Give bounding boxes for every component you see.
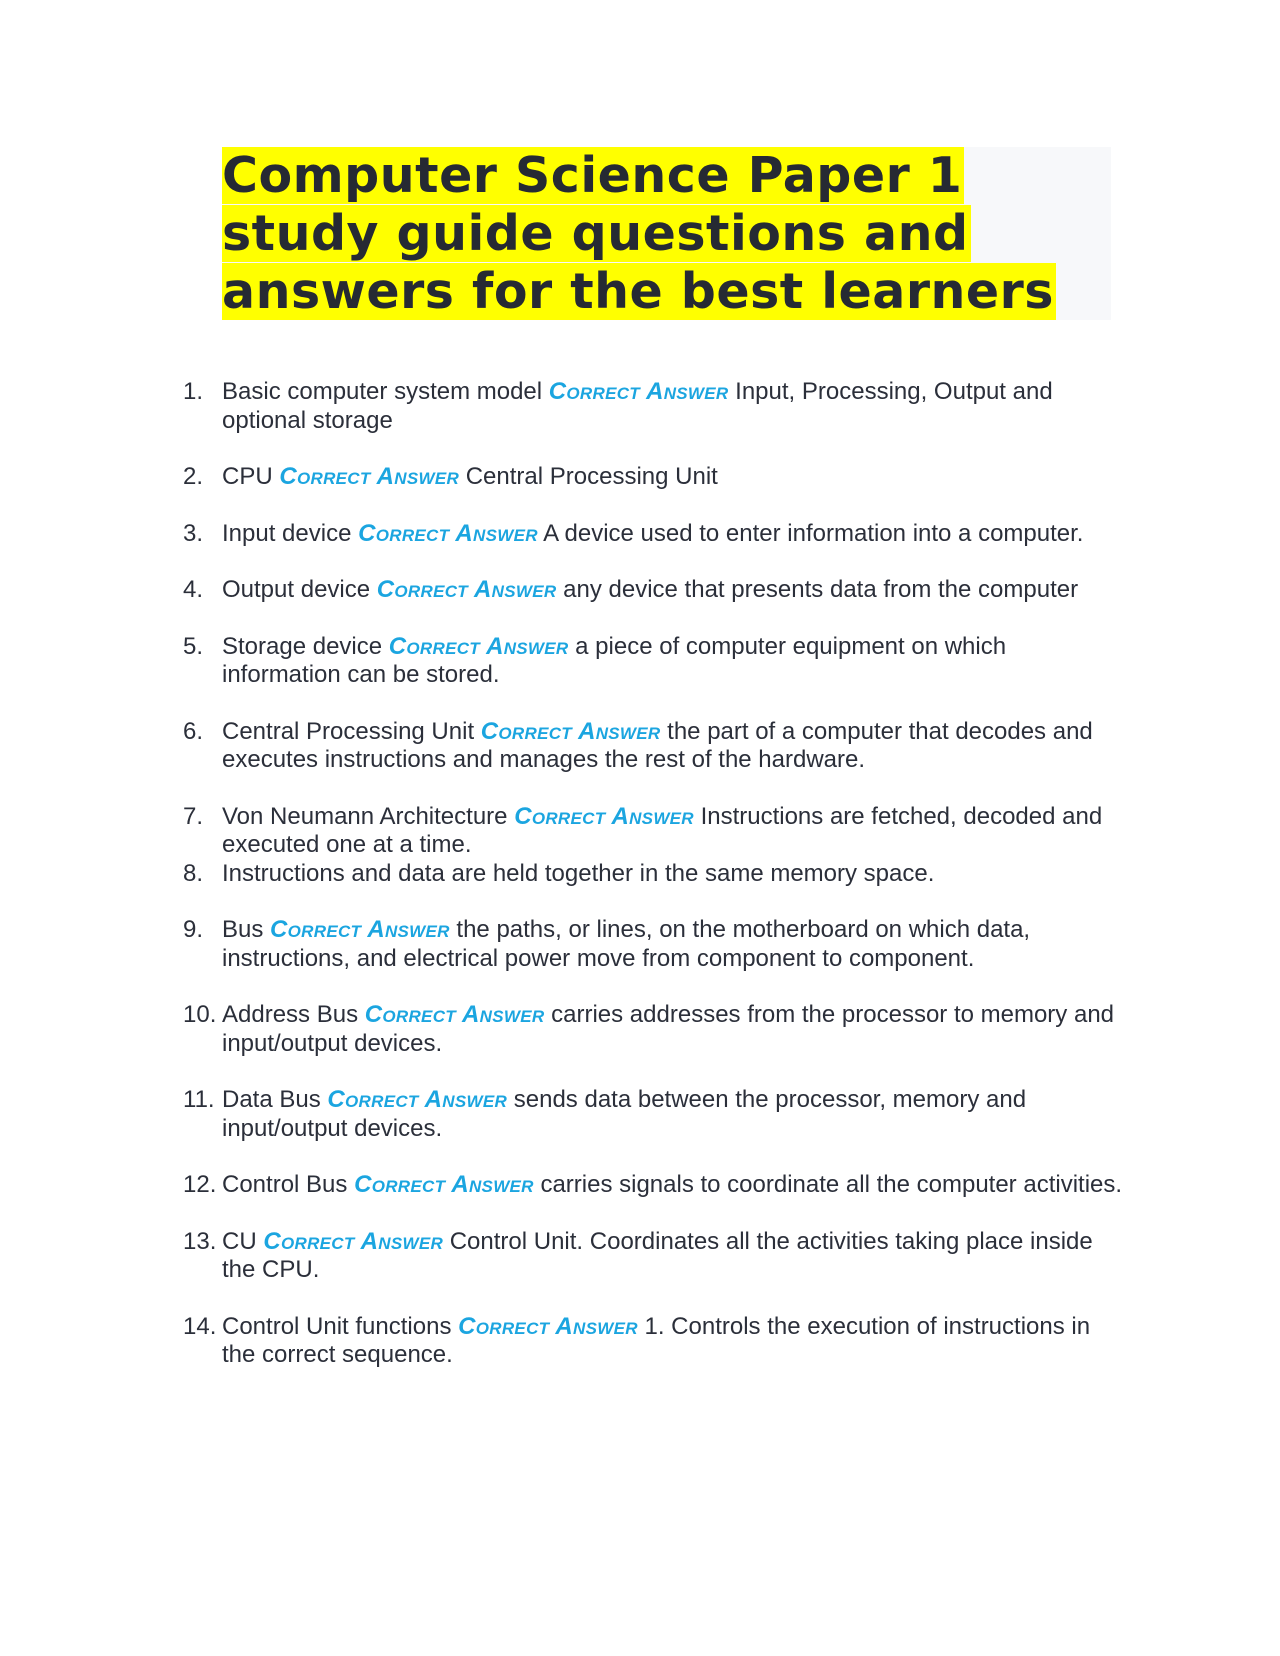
answer-text: sends data between the processor, memory and input/output devices. [222,1086,1027,1142]
correct-answer-label: Correct Answer [388,632,569,660]
qa-list [183,378,1123,1398]
item-number: 13. [183,1227,217,1255]
item-number: 3. [183,519,204,547]
question-term: Control Bus [222,1171,348,1198]
item-body [222,1001,1114,1057]
answer-text: 1. Controls the execution of instructions in the correct sequence. [222,1312,1091,1368]
list-item [183,1228,1123,1285]
list-item [183,633,1123,690]
list-item [183,463,1123,492]
title-line: answers for the best learners [222,263,1054,320]
item-body [222,1313,1090,1369]
list-item [183,520,1123,549]
list-item [183,1171,1123,1200]
item-number: 14. [183,1312,217,1340]
answer-text: carries signals to coordinate all the computer activities. [540,1171,1123,1198]
list-item [183,1086,1123,1143]
item-number: 6. [183,717,204,745]
item-number: 11. [183,1086,215,1113]
list-item [183,916,1123,973]
item-body [222,1171,1122,1198]
item-number: 5. [183,632,204,660]
correct-answer-label: Correct Answer [270,916,450,943]
list-item [183,803,1123,860]
correct-answer-label: Correct Answer [279,463,460,490]
question-term: Input device [222,519,352,547]
item-text: Instructions and data are held together in the same memory space. [222,859,935,887]
list-item [183,1001,1123,1058]
answer-text: Central Processing Unit [465,463,718,490]
item-body [222,1086,1026,1142]
item-body [222,718,1093,774]
correct-answer-label: Correct Answer [364,1001,545,1028]
item-number: 9. [183,916,204,943]
item-number: 4. [183,576,204,603]
answer-text: Control Unit. Coordinates all the activities taking place inside the CPU. [222,1227,1093,1283]
question-term: Control Unit functions [222,1312,452,1340]
question-term: Central Processing Unit [222,717,475,745]
item-number: 1. [183,378,204,405]
correct-answer-label: Correct Answer [376,576,557,603]
question-term: Address Bus [222,1001,359,1028]
list-item [183,718,1123,775]
correct-answer-label: Correct Answer [263,1227,444,1255]
item-body [222,860,934,887]
list-item [183,576,1123,605]
item-number: 10. [183,1001,217,1028]
title-line: study guide questions and [222,205,969,262]
item-number: 7. [183,802,204,830]
answer-text: A device used to enter information into a computer. [543,519,1084,547]
item-number: 2. [183,463,204,490]
question-term: Basic computer system model [222,378,543,405]
list-item [183,860,1123,889]
item-body [222,463,718,490]
question-term: Data Bus [222,1086,321,1113]
item-body [222,633,1006,689]
answer-text: a piece of computer equipment on which information can be stored. [222,632,1007,688]
answer-text: any device that presents data from the computer [563,576,1079,603]
list-item [183,378,1123,435]
correct-answer-label: Correct Answer [514,802,694,830]
correct-answer-label: Correct Answer [548,378,729,405]
item-number: 12. [183,1171,217,1198]
question-term: Storage device [222,632,383,660]
item-body [222,916,1030,972]
answer-text: Instructions are fetched, decoded and executed one at a time. [222,802,1103,858]
question-term: Von Neumann Architecture [222,802,508,830]
item-body [222,1228,1093,1284]
page-title [222,147,1111,321]
question-term: Bus [222,916,264,943]
item-body [222,520,1083,547]
item-number: 8. [183,859,204,887]
correct-answer-label: Correct Answer [480,717,661,745]
item-body [222,378,1053,434]
answer-text: Input, Processing, Output and optional storage [222,378,1053,434]
question-term: Output device [222,576,371,603]
correct-answer-label: Correct Answer [358,519,538,547]
title-line: Computer Science Paper 1 [222,147,963,204]
item-body [222,576,1078,603]
answer-text: carries addresses from the processor to memory and input/output devices. [222,1001,1115,1057]
question-term: CU [222,1227,257,1255]
list-item [183,1313,1123,1370]
question-term: CPU [222,463,273,490]
correct-answer-label: Correct Answer [458,1312,638,1340]
answer-text: the part of a computer that decodes and executes instructions and manages the rest of the hardware. [222,717,1093,773]
answer-text: the paths, or lines, on the motherboard on which data, instructions, and electrical power move from component to component. [222,916,1031,972]
item-body [222,803,1102,859]
correct-answer-label: Correct Answer [327,1086,508,1113]
title-block [222,147,1111,320]
correct-answer-label: Correct Answer [354,1171,534,1198]
